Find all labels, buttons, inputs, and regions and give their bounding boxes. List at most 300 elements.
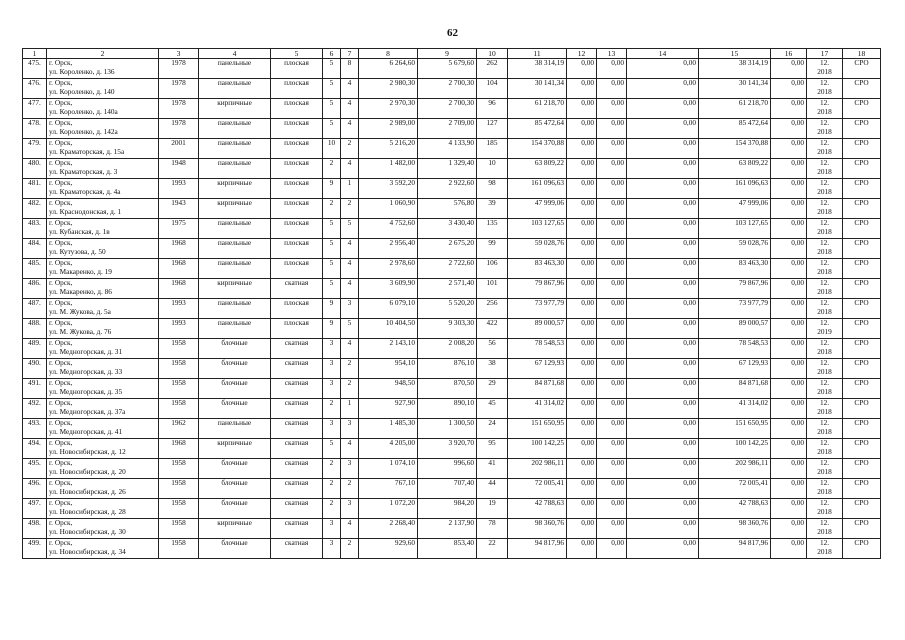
table-row — [23, 219, 881, 239]
address-cell — [47, 459, 159, 479]
address-city: г. Орск, — [49, 418, 73, 427]
address-street: ул. М. Жукова, д. 76 — [49, 326, 112, 336]
living-area-cell: 2 700,30 — [418, 79, 477, 99]
living-area-cell: 2 008,20 — [418, 339, 477, 359]
value-cell: 0,00 — [627, 239, 699, 259]
year-built-cell: 1993 — [159, 319, 199, 339]
row-number-cell: 485. — [23, 259, 47, 279]
wall-material-cell: панельные — [199, 79, 271, 99]
address-street: ул. Макаренко, д. 86 — [49, 286, 112, 296]
value-cell: 0,00 — [771, 59, 807, 79]
total-area-cell: 2 956,40 — [359, 239, 418, 259]
completion-date-cell — [807, 539, 843, 559]
address-street: ул. Краматорская, д. 3 — [49, 166, 118, 176]
column-number-header: 12 — [567, 49, 597, 59]
entrances-cell: 4 — [341, 339, 359, 359]
wall-material-cell: кирпичные — [199, 199, 271, 219]
entrances-cell: 4 — [341, 519, 359, 539]
completion-date-cell — [807, 179, 843, 199]
wall-material-cell: панельные — [199, 419, 271, 439]
row-number-cell: 476. — [23, 79, 47, 99]
total-area-cell: 2 980,30 — [359, 79, 418, 99]
address-street: ул. Новосибирская, д. 20 — [49, 466, 126, 476]
value-cell: 0,00 — [771, 259, 807, 279]
column-number-header: 8 — [359, 49, 418, 59]
funding-source-cell: СРО — [843, 539, 881, 559]
floors-cell: 9 — [323, 319, 341, 339]
address-street: ул. Кутузова, д. 50 — [49, 246, 106, 256]
entrances-cell: 1 — [341, 179, 359, 199]
roof-type-cell: скатная — [271, 439, 323, 459]
year-built-cell: 1975 — [159, 219, 199, 239]
entrances-cell: 4 — [341, 239, 359, 259]
total-area-cell: 948,50 — [359, 379, 418, 399]
value-cell: 0,00 — [597, 99, 627, 119]
total-cost-cell: 83 463,30 — [699, 259, 771, 279]
completion-month: 12. — [819, 158, 830, 167]
total-cost-cell: 38 314,19 — [699, 59, 771, 79]
entrances-cell: 5 — [341, 219, 359, 239]
roof-type-cell: плоская — [271, 199, 323, 219]
completion-year: 2018 — [817, 426, 832, 436]
roof-type-cell: плоская — [271, 59, 323, 79]
value-cell: 0,00 — [567, 419, 597, 439]
address-city: г. Орск, — [49, 498, 73, 507]
value-cell: 0,00 — [567, 279, 597, 299]
roof-type-cell: скатная — [271, 379, 323, 399]
completion-year: 2018 — [817, 486, 832, 496]
roof-type-cell: плоская — [271, 119, 323, 139]
table-row — [23, 419, 881, 439]
entrances-cell: 2 — [341, 379, 359, 399]
table-row — [23, 159, 881, 179]
value-cell: 0,00 — [567, 519, 597, 539]
roof-type-cell: скатная — [271, 539, 323, 559]
address-cell — [47, 399, 159, 419]
completion-date-cell — [807, 159, 843, 179]
column-number-header: 15 — [699, 49, 771, 59]
roof-type-cell: скатная — [271, 419, 323, 439]
wall-material-cell: панельные — [199, 139, 271, 159]
completion-date-cell — [807, 219, 843, 239]
roof-type-cell: плоская — [271, 99, 323, 119]
address-cell — [47, 519, 159, 539]
completion-date-cell — [807, 339, 843, 359]
funding-source-cell: СРО — [843, 79, 881, 99]
year-built-cell: 1958 — [159, 459, 199, 479]
year-built-cell: 1958 — [159, 399, 199, 419]
floors-cell: 5 — [323, 279, 341, 299]
entrances-cell: 4 — [341, 439, 359, 459]
total-area-cell: 10 404,50 — [359, 319, 418, 339]
value-cell: 0,00 — [567, 359, 597, 379]
year-built-cell: 1958 — [159, 359, 199, 379]
funding-source-cell: СРО — [843, 179, 881, 199]
address-cell — [47, 439, 159, 459]
completion-month: 12. — [819, 58, 830, 67]
address-cell — [47, 539, 159, 559]
table-row — [23, 359, 881, 379]
value-cell: 0,00 — [597, 259, 627, 279]
floors-cell: 2 — [323, 199, 341, 219]
funding-source-cell: СРО — [843, 299, 881, 319]
living-area-cell: 853,40 — [418, 539, 477, 559]
table-row — [23, 179, 881, 199]
total-cost-cell: 84 871,68 — [699, 379, 771, 399]
completion-month: 12. — [819, 518, 830, 527]
wall-material-cell: кирпичные — [199, 179, 271, 199]
value-cell: 0,00 — [627, 279, 699, 299]
completion-year: 2018 — [817, 106, 832, 116]
page-number: 62 — [447, 27, 458, 39]
funding-source-cell: СРО — [843, 479, 881, 499]
total-area-cell: 3 609,90 — [359, 279, 418, 299]
completion-date-cell — [807, 299, 843, 319]
value-cell: 0,00 — [567, 499, 597, 519]
residents-cell: 78 — [477, 519, 508, 539]
value-cell: 0,00 — [771, 79, 807, 99]
row-number-cell: 480. — [23, 159, 47, 179]
value-cell: 0,00 — [567, 139, 597, 159]
address-cell — [47, 299, 159, 319]
funding-source-cell: СРО — [843, 519, 881, 539]
value-cell: 0,00 — [567, 299, 597, 319]
row-number-cell: 482. — [23, 199, 47, 219]
floors-cell: 2 — [323, 159, 341, 179]
row-number-cell: 498. — [23, 519, 47, 539]
cost-cell: 61 218,70 — [508, 99, 567, 119]
living-area-cell: 1 300,50 — [418, 419, 477, 439]
completion-month: 12. — [819, 298, 830, 307]
living-area-cell: 2 709,00 — [418, 119, 477, 139]
completion-year: 2018 — [817, 226, 832, 236]
wall-material-cell: блочные — [199, 459, 271, 479]
value-cell: 0,00 — [771, 199, 807, 219]
funding-source-cell: СРО — [843, 419, 881, 439]
address-city: г. Орск, — [49, 258, 73, 267]
address-city: г. Орск, — [49, 518, 73, 527]
funding-source-cell: СРО — [843, 59, 881, 79]
address-cell — [47, 219, 159, 239]
column-number-header: 3 — [159, 49, 199, 59]
value-cell: 0,00 — [771, 139, 807, 159]
funding-source-cell: СРО — [843, 399, 881, 419]
floors-cell: 2 — [323, 459, 341, 479]
entrances-cell: 4 — [341, 279, 359, 299]
column-number-header-row — [23, 49, 881, 59]
column-number-header: 6 — [323, 49, 341, 59]
address-street: ул. Короленко, д. 140 — [49, 86, 115, 96]
cost-cell: 38 314,19 — [508, 59, 567, 79]
column-number-header: 5 — [271, 49, 323, 59]
value-cell: 0,00 — [567, 179, 597, 199]
value-cell: 0,00 — [771, 179, 807, 199]
row-number-cell: 494. — [23, 439, 47, 459]
address-cell — [47, 419, 159, 439]
row-number-cell: 496. — [23, 479, 47, 499]
address-cell — [47, 479, 159, 499]
cost-cell: 72 005,41 — [508, 479, 567, 499]
value-cell: 0,00 — [627, 119, 699, 139]
column-number-header: 16 — [771, 49, 807, 59]
completion-month: 12. — [819, 78, 830, 87]
total-area-cell: 954,10 — [359, 359, 418, 379]
value-cell: 0,00 — [567, 339, 597, 359]
total-cost-cell: 161 096,63 — [699, 179, 771, 199]
value-cell: 0,00 — [597, 79, 627, 99]
value-cell: 0,00 — [627, 359, 699, 379]
address-city: г. Орск, — [49, 358, 73, 367]
completion-date-cell — [807, 459, 843, 479]
cost-cell: 154 370,88 — [508, 139, 567, 159]
entrances-cell: 2 — [341, 479, 359, 499]
funding-source-cell: СРО — [843, 319, 881, 339]
total-area-cell: 2 268,40 — [359, 519, 418, 539]
value-cell: 0,00 — [771, 339, 807, 359]
value-cell: 0,00 — [567, 379, 597, 399]
total-area-cell: 5 216,20 — [359, 139, 418, 159]
row-number-cell: 492. — [23, 399, 47, 419]
total-area-cell: 767,10 — [359, 479, 418, 499]
residents-cell: 106 — [477, 259, 508, 279]
row-number-cell: 481. — [23, 179, 47, 199]
floors-cell: 3 — [323, 379, 341, 399]
address-city: г. Орск, — [49, 398, 73, 407]
address-city: г. Орск, — [49, 278, 73, 287]
completion-month: 12. — [819, 418, 830, 427]
completion-month: 12. — [819, 498, 830, 507]
address-city: г. Орск, — [49, 538, 73, 547]
total-area-cell: 1 074,10 — [359, 459, 418, 479]
cost-cell: 202 986,11 — [508, 459, 567, 479]
wall-material-cell: блочные — [199, 499, 271, 519]
total-cost-cell: 151 650,95 — [699, 419, 771, 439]
column-number-header: 11 — [508, 49, 567, 59]
value-cell: 0,00 — [771, 319, 807, 339]
completion-date-cell — [807, 419, 843, 439]
completion-year: 2018 — [817, 466, 832, 476]
total-area-cell: 927,90 — [359, 399, 418, 419]
residents-cell: 135 — [477, 219, 508, 239]
roof-type-cell: скатная — [271, 479, 323, 499]
floors-cell: 5 — [323, 219, 341, 239]
entrances-cell: 2 — [341, 199, 359, 219]
completion-year: 2018 — [817, 446, 832, 456]
address-city: г. Орск, — [49, 138, 73, 147]
total-area-cell: 2 143,10 — [359, 339, 418, 359]
value-cell: 0,00 — [597, 179, 627, 199]
value-cell: 0,00 — [597, 419, 627, 439]
column-number-header: 4 — [199, 49, 271, 59]
residents-cell: 101 — [477, 279, 508, 299]
roof-type-cell: плоская — [271, 219, 323, 239]
address-city: г. Орск, — [49, 118, 73, 127]
living-area-cell: 2 722,60 — [418, 259, 477, 279]
value-cell: 0,00 — [771, 159, 807, 179]
column-number-header: 14 — [627, 49, 699, 59]
total-area-cell: 6 079,10 — [359, 299, 418, 319]
residents-cell: 45 — [477, 399, 508, 419]
value-cell: 0,00 — [597, 519, 627, 539]
address-street: ул. Короленко, д. 142а — [49, 126, 118, 136]
completion-date-cell — [807, 319, 843, 339]
address-street: ул. Короленко, д. 136 — [49, 66, 115, 76]
residents-cell: 422 — [477, 319, 508, 339]
value-cell: 0,00 — [597, 119, 627, 139]
address-street: ул. Медногорская, д. 41 — [49, 426, 123, 436]
value-cell: 0,00 — [627, 399, 699, 419]
value-cell: 0,00 — [597, 199, 627, 219]
table-row — [23, 119, 881, 139]
living-area-cell: 2 700,30 — [418, 99, 477, 119]
value-cell: 0,00 — [627, 379, 699, 399]
entrances-cell: 8 — [341, 59, 359, 79]
living-area-cell: 3 430,40 — [418, 219, 477, 239]
wall-material-cell: блочные — [199, 339, 271, 359]
year-built-cell: 1968 — [159, 259, 199, 279]
roof-type-cell: плоская — [271, 259, 323, 279]
address-city: г. Орск, — [49, 178, 73, 187]
address-city: г. Орск, — [49, 338, 73, 347]
living-area-cell: 2 137,90 — [418, 519, 477, 539]
address-cell — [47, 339, 159, 359]
total-cost-cell: 202 986,11 — [699, 459, 771, 479]
funding-source-cell: СРО — [843, 339, 881, 359]
address-street: ул. Новосибирская, д. 30 — [49, 526, 126, 536]
year-built-cell: 1958 — [159, 519, 199, 539]
completion-year: 2018 — [817, 146, 832, 156]
column-number-header: 2 — [47, 49, 159, 59]
completion-year: 2018 — [817, 546, 832, 556]
row-number-cell: 479. — [23, 139, 47, 159]
completion-month: 12. — [819, 118, 830, 127]
address-cell — [47, 279, 159, 299]
completion-year: 2018 — [817, 86, 832, 96]
table-row — [23, 459, 881, 479]
completion-year: 2018 — [817, 166, 832, 176]
total-cost-cell: 30 141,34 — [699, 79, 771, 99]
value-cell: 0,00 — [627, 159, 699, 179]
total-area-cell: 929,60 — [359, 539, 418, 559]
value-cell: 0,00 — [597, 459, 627, 479]
cost-cell: 151 650,95 — [508, 419, 567, 439]
completion-month: 12. — [819, 378, 830, 387]
floors-cell: 9 — [323, 179, 341, 199]
value-cell: 0,00 — [597, 379, 627, 399]
value-cell: 0,00 — [771, 219, 807, 239]
wall-material-cell: блочные — [199, 479, 271, 499]
cost-cell: 47 999,06 — [508, 199, 567, 219]
completion-month: 12. — [819, 478, 830, 487]
floors-cell: 5 — [323, 79, 341, 99]
total-cost-cell: 41 314,02 — [699, 399, 771, 419]
roof-type-cell: плоская — [271, 139, 323, 159]
value-cell: 0,00 — [597, 239, 627, 259]
row-number-cell: 489. — [23, 339, 47, 359]
roof-type-cell: плоская — [271, 299, 323, 319]
total-cost-cell: 59 028,76 — [699, 239, 771, 259]
address-street: ул. Новосибирская, д. 12 — [49, 446, 126, 456]
funding-source-cell: СРО — [843, 279, 881, 299]
table-row — [23, 339, 881, 359]
address-street: ул. Новосибирская, д. 34 — [49, 546, 126, 556]
value-cell: 0,00 — [597, 279, 627, 299]
residents-cell: 98 — [477, 179, 508, 199]
value-cell: 0,00 — [597, 539, 627, 559]
year-built-cell: 1978 — [159, 79, 199, 99]
total-cost-cell: 67 129,93 — [699, 359, 771, 379]
completion-year: 2018 — [817, 126, 832, 136]
cost-cell: 83 463,30 — [508, 259, 567, 279]
cost-cell: 161 096,63 — [508, 179, 567, 199]
floors-cell: 3 — [323, 339, 341, 359]
residents-cell: 185 — [477, 139, 508, 159]
address-city: г. Орск, — [49, 438, 73, 447]
floors-cell: 2 — [323, 479, 341, 499]
address-cell — [47, 59, 159, 79]
address-city: г. Орск, — [49, 378, 73, 387]
table-row — [23, 379, 881, 399]
entrances-cell: 1 — [341, 399, 359, 419]
wall-material-cell: блочные — [199, 399, 271, 419]
cost-cell: 41 314,02 — [508, 399, 567, 419]
completion-month: 12. — [819, 178, 830, 187]
table-row — [23, 499, 881, 519]
value-cell: 0,00 — [597, 479, 627, 499]
wall-material-cell: блочные — [199, 359, 271, 379]
row-number-cell: 497. — [23, 499, 47, 519]
value-cell: 0,00 — [567, 459, 597, 479]
value-cell: 0,00 — [597, 59, 627, 79]
value-cell: 0,00 — [567, 399, 597, 419]
floors-cell: 3 — [323, 539, 341, 559]
value-cell: 0,00 — [567, 439, 597, 459]
wall-material-cell: блочные — [199, 539, 271, 559]
wall-material-cell: панельные — [199, 319, 271, 339]
wall-material-cell: панельные — [199, 119, 271, 139]
value-cell: 0,00 — [627, 519, 699, 539]
address-cell — [47, 119, 159, 139]
total-area-cell: 2 970,30 — [359, 99, 418, 119]
cost-cell: 94 817,96 — [508, 539, 567, 559]
value-cell: 0,00 — [597, 499, 627, 519]
living-area-cell: 2 571,40 — [418, 279, 477, 299]
total-cost-cell: 85 472,64 — [699, 119, 771, 139]
year-built-cell: 1958 — [159, 339, 199, 359]
table-row — [23, 79, 881, 99]
completion-date-cell — [807, 499, 843, 519]
completion-date-cell — [807, 379, 843, 399]
completion-year: 2018 — [817, 66, 832, 76]
value-cell: 0,00 — [567, 219, 597, 239]
value-cell: 0,00 — [567, 319, 597, 339]
roof-type-cell: плоская — [271, 239, 323, 259]
completion-date-cell — [807, 79, 843, 99]
completion-year: 2018 — [817, 386, 832, 396]
value-cell: 0,00 — [627, 79, 699, 99]
completion-date-cell — [807, 119, 843, 139]
living-area-cell: 3 920,70 — [418, 439, 477, 459]
address-street: ул. Медногорская, д. 37а — [49, 406, 126, 416]
cost-cell: 67 129,93 — [508, 359, 567, 379]
total-area-cell: 6 264,60 — [359, 59, 418, 79]
funding-source-cell: СРО — [843, 259, 881, 279]
total-area-cell: 4 752,60 — [359, 219, 418, 239]
residents-cell: 127 — [477, 119, 508, 139]
entrances-cell: 4 — [341, 259, 359, 279]
living-area-cell: 890,10 — [418, 399, 477, 419]
year-built-cell: 1958 — [159, 379, 199, 399]
